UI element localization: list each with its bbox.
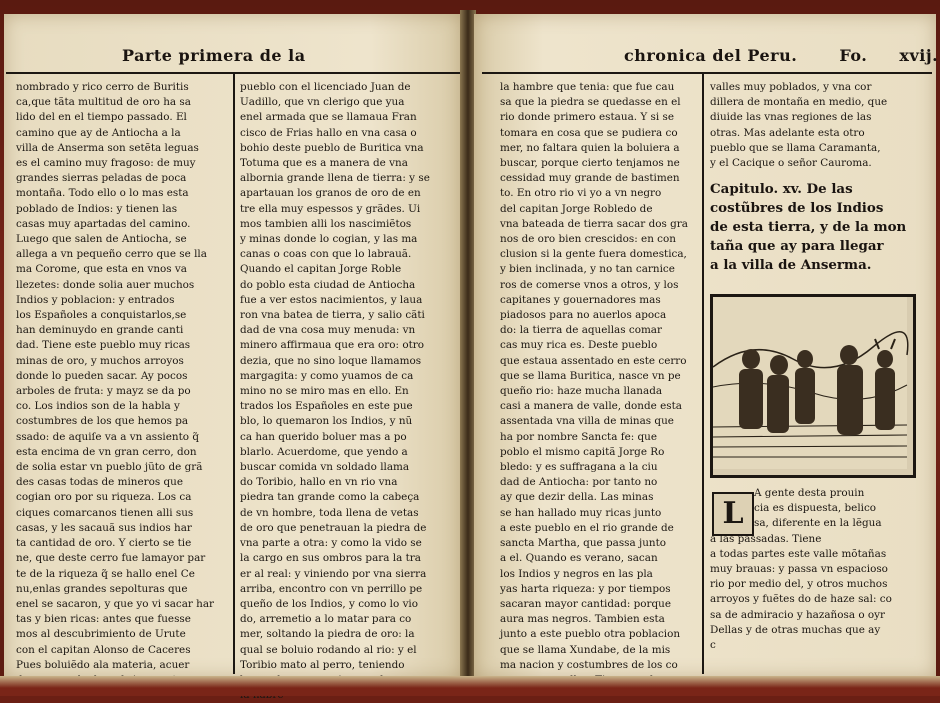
text-line: diuide las vnas regiones de las bbox=[710, 111, 872, 124]
left-page bbox=[4, 14, 462, 678]
text-line: A gente desta prouin bbox=[754, 487, 865, 499]
text-line: bohio deste pueblo de Buritica vna bbox=[240, 141, 424, 154]
text-line: nos de oro bien crescidos: en con bbox=[500, 233, 676, 246]
text-line: a las passadas. Tiene bbox=[710, 532, 822, 545]
text-line: muy brauas: y passa vn espacioso bbox=[710, 563, 888, 576]
text-line: assentada vna villa de minas que bbox=[500, 415, 674, 428]
text-line: casas, y les sacauã sus indios har bbox=[16, 521, 192, 534]
text-line: mino no se miro mas en ello. En bbox=[240, 385, 409, 398]
text-line: montaña. Todo ello o lo mas esta bbox=[16, 187, 189, 200]
text-line: que se llama Buritica, nasce vn pe bbox=[500, 369, 681, 382]
text-line: villa de Anserma son setẽta leguas bbox=[16, 141, 199, 154]
text-line: rio por medio del, y otros muchos bbox=[710, 578, 888, 591]
text-line: qual se boluio rodando al rio: y el bbox=[240, 643, 417, 656]
text-line: queño de los Indios, y como lo vio bbox=[240, 597, 419, 610]
text-line: Totuma que es a manera de vna bbox=[240, 157, 408, 170]
text-line: es el camino muy fragoso: de muy bbox=[16, 157, 196, 170]
text-line: ha por nombre Sancta fe: que bbox=[500, 430, 658, 443]
text-line: a el. Quando es verano, sacan bbox=[500, 552, 658, 565]
text-line: mos tambien alli los nascimiẽtos bbox=[240, 217, 412, 230]
text-line: costumbres de los que hemos pa bbox=[16, 415, 189, 428]
text-line: camino que ay de Antiocha a la bbox=[16, 126, 181, 139]
text-line: queño rio: haze mucha llanada bbox=[500, 385, 663, 398]
text-line: esta encima de vn gran cerro, don bbox=[16, 445, 197, 458]
right-column-2-top bbox=[710, 80, 932, 171]
text-line: poblado de Indios: y tienen las bbox=[16, 202, 178, 215]
running-head-left: Parte primera de la bbox=[122, 46, 306, 65]
text-line: buscar, porque cierto tenjamos ne bbox=[500, 157, 680, 170]
text-line: pueblo que se llama Caramanta, bbox=[710, 141, 881, 154]
text-line: a todas partes este valle mõtañas bbox=[710, 547, 887, 560]
text-line: piedra tan grande como la cabeça bbox=[240, 491, 420, 504]
text-line: ma nacion y costumbres de los co bbox=[500, 658, 678, 671]
chapter-heading bbox=[710, 180, 932, 275]
text-line: cas muy rica es. Deste pueblo bbox=[500, 339, 658, 352]
text-line: han deminuydo en grande canti bbox=[16, 324, 184, 337]
text-line: buscar comida vn soldado llama bbox=[240, 461, 410, 474]
text-line: do, arremetio a lo matar para co bbox=[240, 613, 412, 626]
text-line: sa, diferente en la lẽgua bbox=[754, 517, 882, 530]
text-line: dad de Antiocha: por tanto no bbox=[500, 476, 658, 489]
text-line: valles muy poblados, y vna cor bbox=[710, 81, 872, 93]
text-line: cisco de Frias hallo en vna casa o bbox=[240, 126, 417, 139]
text-line: la cargo en sus ombros para la tra bbox=[240, 552, 421, 565]
text-line: grandes sierras peladas de poca bbox=[16, 172, 187, 185]
text-line: ciques comarcanos tienen alli sus bbox=[16, 506, 194, 519]
right-column-1 bbox=[500, 80, 700, 688]
text-line: arboles de fruta: y mayz se da po bbox=[16, 385, 191, 398]
text-line: cogian oro por su riqueza. Los ca bbox=[16, 491, 192, 504]
text-line: poblo el mismo capitã Jorge Ro bbox=[500, 445, 665, 458]
text-line: margagita: y como yuamos de ca bbox=[240, 369, 414, 382]
text-line: casi a manera de valle, donde esta bbox=[500, 400, 682, 413]
text-line: ron vna batea de tierra, y salio cãti bbox=[240, 309, 425, 322]
text-line: de esta tierra, y de la mon bbox=[710, 219, 907, 235]
running-head-right bbox=[624, 46, 938, 65]
text-line: tomara en cosa que se pudiera co bbox=[500, 126, 678, 139]
text-line: los Indios y negros en las pla bbox=[500, 567, 653, 580]
text-line: arriba, encontro con vn perrillo pe bbox=[240, 582, 423, 595]
text-line: se han hallado muy ricas junto bbox=[500, 506, 662, 519]
text-line: des casas todas de mineros que bbox=[16, 476, 183, 489]
text-line: costũbres de los Indios bbox=[710, 200, 884, 216]
text-line: sa de admiracio y hazañosa o oyr bbox=[710, 608, 885, 621]
text-line: mer, soltando la piedra de oro: la bbox=[240, 628, 415, 641]
text-line: co. Los indios son de la habla y bbox=[16, 400, 180, 413]
text-line: de solia estar vn pueblo jũto de grã bbox=[16, 461, 203, 474]
text-line: junto a este pueblo otra poblacion bbox=[500, 628, 681, 641]
text-line: allega a vn pequeño cerro que se lla bbox=[16, 248, 207, 261]
text-line: llezetes: donde solia auer muchos bbox=[16, 278, 195, 291]
text-line: ta cantidad de oro. Y cierto se tie bbox=[16, 537, 192, 550]
text-line: ssado: de aquiſe va a vn assiento q̃ bbox=[16, 430, 199, 443]
folio-label: Fo. bbox=[839, 46, 868, 65]
text-line: to. En otro rio vi yo a vn negro bbox=[500, 187, 662, 200]
text-line: pueblo con el licenciado Juan de bbox=[240, 81, 411, 93]
text-line: piadosos para no auerlos apoca bbox=[500, 309, 667, 322]
text-line: con el capitan Alonso de Caceres bbox=[16, 643, 191, 656]
text-line: del capitan Jorge Robledo de bbox=[500, 202, 653, 215]
text-line: de vn hombre, toda llena de vetas bbox=[240, 506, 419, 519]
column-divider-right bbox=[702, 74, 704, 674]
text-line: Capitulo. xv. De las bbox=[710, 181, 853, 197]
text-line: fue a ver estos nacimientos, y laua bbox=[240, 293, 423, 306]
text-line: rio donde primero estaua. Y si se bbox=[500, 111, 674, 124]
text-line: te de la riqueza q̃ se hallo enel Ce bbox=[16, 567, 195, 580]
text-line: y el Cacique o señor Cauroma. bbox=[710, 157, 872, 170]
text-line: Quando el capitan Jorge Roble bbox=[240, 263, 402, 276]
text-line: sa que la piedra se quedasse en el bbox=[500, 96, 681, 109]
text-line: dezia, que no sino loque llamamos bbox=[240, 354, 422, 367]
text-line: ros de comerse vnos a otros, y los bbox=[500, 278, 679, 291]
text-line: a la villa de Anserma. bbox=[710, 257, 872, 273]
text-line: clusion si la gente fuera domestica, bbox=[500, 248, 687, 261]
text-line: enel armada que se llamaua Fran bbox=[240, 111, 417, 124]
text-line: a este pueblo en el rio grande de bbox=[500, 521, 674, 534]
woodcut-illustration bbox=[710, 294, 916, 478]
text-line: do Toribio, hallo en vn rio vna bbox=[240, 476, 398, 489]
text-line: Toribio mato al perro, teniendo bbox=[240, 658, 405, 671]
text-line: vna parte a otra: y como la vido se bbox=[240, 537, 422, 550]
text-line: nombrado y rico cerro de Buritis bbox=[16, 81, 189, 93]
text-line: de oro que penetrauan la piedra de bbox=[240, 521, 427, 534]
text-line: er al real: y viniendo por vna sierra bbox=[240, 567, 427, 580]
text-line: trados los Españoles en este pue bbox=[240, 400, 413, 413]
text-line: blarlo. Acuerdome, que yendo a bbox=[240, 445, 408, 458]
text-line: arroyos y fuẽtes do de haze sal: co bbox=[710, 593, 892, 606]
header-rule-right bbox=[482, 72, 932, 74]
text-line: sacaran mayor cantidad: porque bbox=[500, 597, 672, 610]
column-divider-left bbox=[233, 74, 235, 674]
text-line: albornia grande llena de tierra: y se bbox=[240, 172, 430, 185]
running-head-title: chronica del Peru. bbox=[624, 46, 798, 65]
left-column-1 bbox=[16, 80, 230, 688]
text-line: yas harta riqueza: y por tiempos bbox=[500, 582, 671, 595]
text-line: ma Corome, que esta en vnos va bbox=[16, 263, 187, 276]
text-line: dad de vna cosa muy menuda: vn bbox=[240, 324, 416, 337]
text-line: que estaua assentado en este cerro bbox=[500, 354, 687, 367]
text-line: dad. Tiene este pueblo muy ricas bbox=[16, 339, 191, 352]
left-column-2 bbox=[240, 80, 458, 703]
text-line: do poblo esta ciudad de Antiocha bbox=[240, 278, 416, 291]
text-line: blo, lo quemaron los Indios, y nũ bbox=[240, 415, 413, 428]
text-line: apartauan los granos de oro de en bbox=[240, 187, 421, 200]
page-edges bbox=[0, 676, 940, 696]
text-line: aura mas negros. Tambien esta bbox=[500, 613, 665, 626]
text-line: Pues boluiẽdo ala materia, acuer bbox=[16, 658, 190, 671]
text-line: do: la tierra de aquellas comar bbox=[500, 324, 662, 337]
text-line: otras. Mas adelante esta otro bbox=[710, 126, 865, 139]
right-column-2-bottom bbox=[710, 486, 932, 653]
text-line: capitanes y gouernadores mas bbox=[500, 293, 661, 306]
text-line: tas y bien ricas: antes que fuesse bbox=[16, 613, 191, 626]
text-line: y minas donde lo cogian, y las ma bbox=[240, 233, 418, 246]
text-line: cessidad muy grande de bastimen bbox=[500, 172, 680, 185]
text-line: minero affirmaua que era oro: otro bbox=[240, 339, 424, 352]
text-line: y bien inclinada, y no tan carnice bbox=[500, 263, 675, 276]
text-line: minas de oro, y muchos arroyos bbox=[16, 354, 184, 367]
text-line: tre ella muy espessos y grãdes. Ui bbox=[240, 202, 421, 215]
drop-capital: L bbox=[712, 492, 754, 536]
text-line: Luego que salen de Antiocha, se bbox=[16, 233, 187, 246]
text-line: que se llama Xundabe, de la mis bbox=[500, 643, 671, 656]
text-line: canas o coas con que lo labrauã. bbox=[240, 248, 412, 261]
text-line: lido del en el tiempo passado. El bbox=[16, 111, 187, 124]
text-line: la hambre que tenia: que fue cau bbox=[500, 81, 675, 93]
text-line: bledo: y es suffragana a la ciu bbox=[500, 461, 658, 474]
text-line: ne, que deste cerro fue lamayor par bbox=[16, 552, 206, 565]
text-line: c bbox=[710, 639, 716, 652]
text-line: dillera de montaña en medio, que bbox=[710, 96, 888, 109]
folio-number: xvij. bbox=[899, 46, 939, 65]
text-line: nu,enlas grandes sepolturas que bbox=[16, 582, 188, 595]
text-line: enel se sacaron, y que yo vi sacar har bbox=[16, 597, 215, 610]
text-line: cia es dispuesta, belico bbox=[754, 502, 877, 515]
woodcut-image bbox=[713, 297, 907, 469]
text-line: ca,que tãta multitud de oro ha sa bbox=[16, 96, 191, 109]
text-line: vna bateada de tierra sacar dos gra bbox=[500, 217, 688, 230]
text-line: ca han querido boluer mas a po bbox=[240, 430, 407, 443]
text-line: mer, no faltara quien la boluiera a bbox=[500, 141, 680, 154]
text-line: Uadillo, que vn clerigo que yua bbox=[240, 96, 405, 109]
text-line: mos al descubrimiento de Urute bbox=[16, 628, 186, 641]
text-line: Indios y poblacion: y entrados bbox=[16, 293, 175, 306]
right-page bbox=[474, 14, 939, 678]
text-line: Dellas y de otras muchas que ay bbox=[710, 623, 881, 636]
text-line: ay que dezir della. Las minas bbox=[500, 491, 654, 504]
text-line: donde lo pueden sacar. Ay pocos bbox=[16, 369, 188, 382]
text-line: los Españoles a conquistarlos,se bbox=[16, 309, 187, 322]
text-line: casas muy apartadas del camino. bbox=[16, 217, 191, 230]
text-line: taña que ay para llegar bbox=[710, 238, 884, 254]
text-line: sancta Martha, que passa junto bbox=[500, 537, 667, 550]
